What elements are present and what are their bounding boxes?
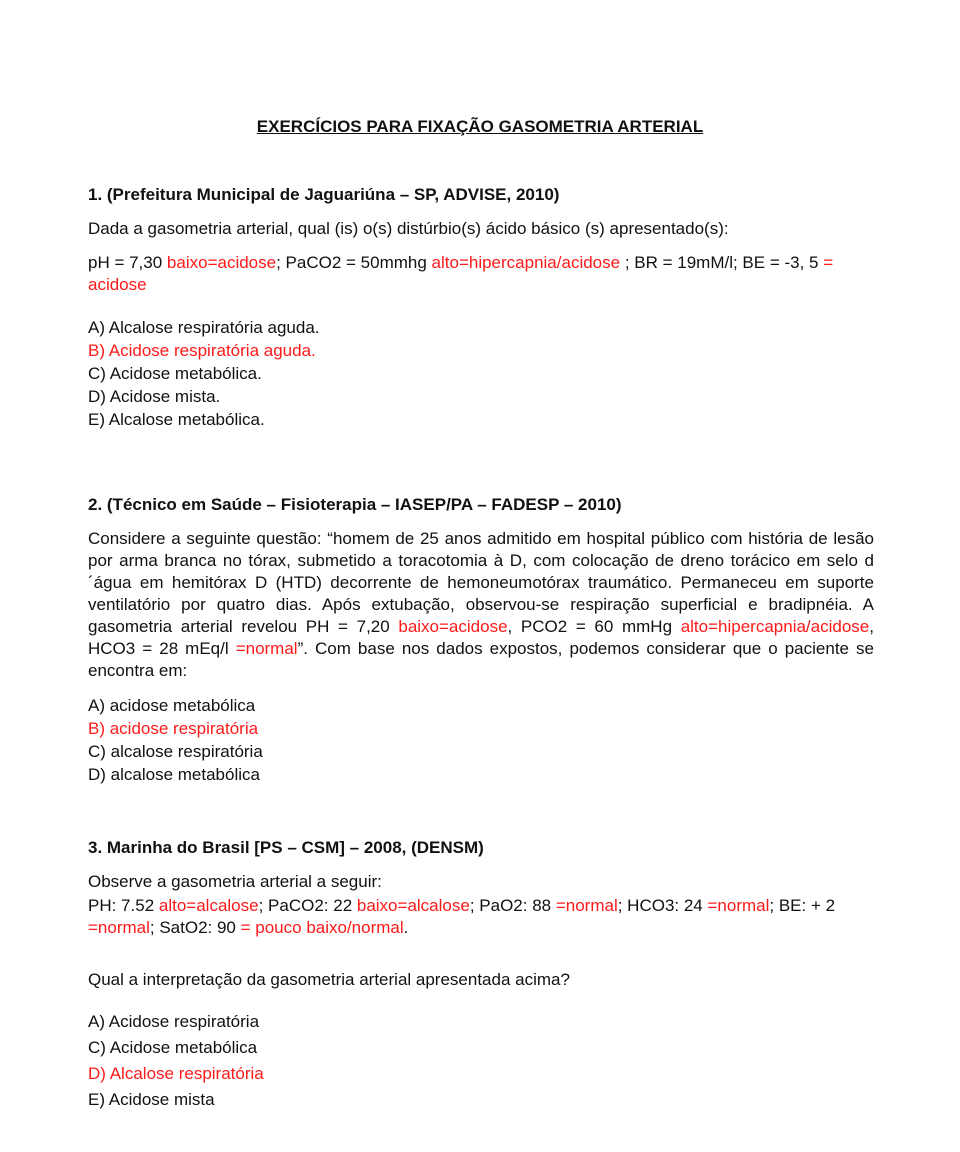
- answer-annotation: =normal: [235, 639, 298, 658]
- answer-option-correct: D) Alcalose respiratória: [88, 1064, 264, 1083]
- text-segment: ; PaO2: 88: [469, 896, 556, 915]
- answer-option: C) alcalose respiratória: [88, 742, 263, 761]
- answer-option: E) Alcalose metabólica.: [88, 410, 265, 429]
- text-segment: , HCO3 = 28 mEq/l: [88, 617, 874, 658]
- answer-annotation: =normal: [707, 896, 770, 915]
- document-title: EXERCÍCIOS PARA FIXAÇÃO GASOMETRIA ARTERIAL: [256, 117, 704, 136]
- answer-annotation: alto=hipercapnia/acidose: [431, 253, 621, 272]
- answer-options: [88, 694, 874, 786]
- question-paragraph: [88, 871, 874, 893]
- text-segment: pH = 7,30: [88, 253, 167, 272]
- answer-annotation: = pouco baixo/normal: [240, 918, 404, 937]
- question-heading: 3. Marinha do Brasil [PS – CSM] – 2008, (DENSM): [88, 838, 484, 857]
- answer-annotation: =normal: [555, 896, 618, 915]
- answer-annotation: alto=alcalose: [158, 896, 259, 915]
- answer-option-correct: B) acidose respiratória: [88, 719, 259, 738]
- question-heading: 1. (Prefeitura Municipal de Jaguariúna – SP, ADVISE, 2010): [88, 185, 560, 204]
- question-1: [88, 184, 874, 431]
- text-segment: ; PaCO2: 22: [258, 896, 357, 915]
- text-segment: Dada a gasometria arterial, qual (is) o(s) distúrbio(s) ácido básico (s) apresentado(s):: [88, 219, 729, 238]
- answer-option: E) Acidose mista: [88, 1090, 215, 1109]
- text-segment: Considere a seguinte questão: “homem de 25 anos admitido em hospital público com história de lesão por arma branca no tórax, submetido a toracotomia à D, com colocação de dreno torácico em selo d´água em hemitórax D (HTD) decorrente de hemoneumotórax traumático. Permaneceu em suporte ventilatório por quatro dias. Após extubação, observou-se respiração superficial e bradipnéia. A gasometria arterial revelou PH = 7,20: [88, 529, 874, 636]
- question-paragraph: [88, 252, 874, 296]
- answer-option: C) Acidose metabólica: [88, 1038, 258, 1057]
- answer-annotation: baixo=acidose: [166, 253, 277, 272]
- text-segment: ; SatO2: 90: [149, 918, 241, 937]
- text-segment: ; BR = 19mM/l; BE = -3, 5: [620, 253, 824, 272]
- text-segment: PH: 7.52: [88, 896, 159, 915]
- question-3: [88, 837, 874, 1113]
- answer-annotation: baixo=alcalose: [356, 896, 470, 915]
- text-segment: , PCO2 = 60 mmHg: [507, 617, 681, 636]
- answer-option: A) Alcalose respiratória aguda.: [88, 318, 320, 337]
- answer-option: A) Acidose respiratória: [88, 1012, 260, 1031]
- text-segment: Qual a interpretação da gasometria arterial apresentada acima?: [88, 970, 570, 989]
- answer-options: [88, 1009, 874, 1113]
- text-segment: Observe a gasometria arterial a seguir:: [88, 872, 382, 891]
- answer-option: D) Acidose mista.: [88, 387, 221, 406]
- answer-option-correct: B) Acidose respiratória aguda.: [88, 341, 316, 360]
- question-paragraph: [88, 218, 874, 240]
- answer-annotation: = acidose: [88, 253, 834, 294]
- text-segment: .: [403, 918, 409, 937]
- text-segment: ; HCO3: 24: [617, 896, 708, 915]
- text-segment: ”. Com base nos dados expostos, podemos considerar que o paciente se encontra em:: [88, 639, 874, 680]
- answer-option: A) acidose metabólica: [88, 696, 256, 715]
- answer-annotation: =normal: [88, 918, 150, 937]
- answer-option: D) alcalose metabólica: [88, 765, 260, 784]
- question-heading: 2. (Técnico em Saúde – Fisioterapia – IASEP/PA – FADESP – 2010): [88, 495, 622, 514]
- question-paragraph: [88, 895, 874, 939]
- answer-annotation: baixo=acidose: [398, 617, 508, 636]
- question-2: [88, 494, 874, 786]
- answer-option: C) Acidose metabólica.: [88, 364, 262, 383]
- answer-annotation: alto=hipercapnia/acidose: [680, 617, 870, 636]
- question-paragraph: [88, 528, 874, 682]
- text-segment: ; BE: + 2: [769, 896, 836, 915]
- question-paragraph: [88, 969, 874, 991]
- text-segment: ; PaCO2 = 50mmhg: [276, 253, 432, 272]
- answer-options: [88, 316, 874, 431]
